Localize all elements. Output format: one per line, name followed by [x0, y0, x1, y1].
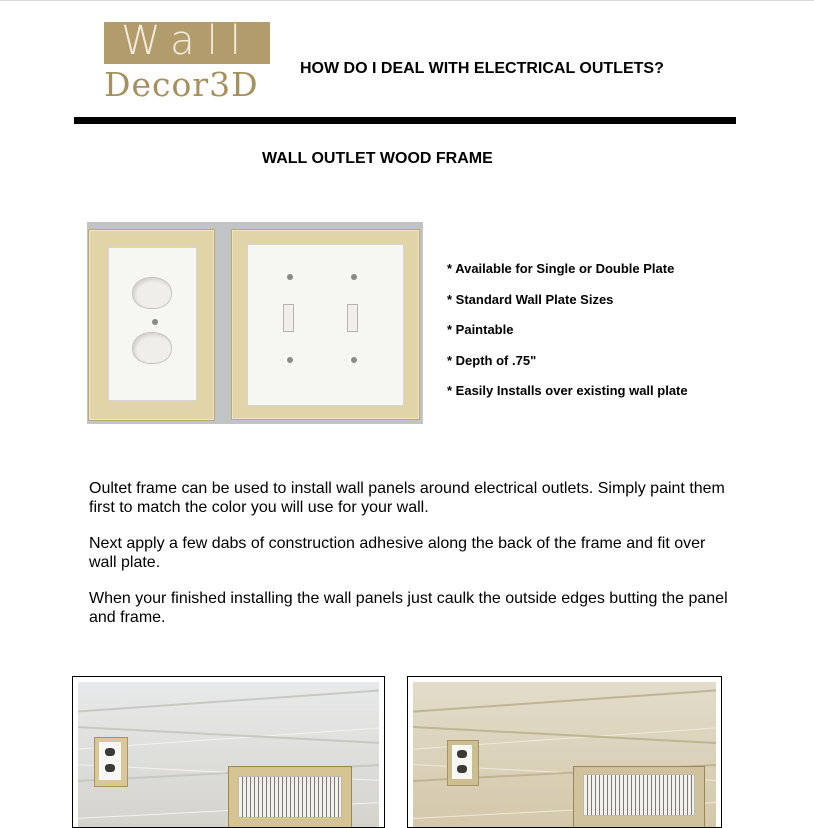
outlet-frames-photo — [87, 222, 423, 424]
double-wall-plate — [247, 244, 404, 406]
wall-decor-3d-logo — [104, 18, 274, 104]
vent-grille — [238, 776, 342, 818]
feature-list — [447, 261, 688, 414]
vent-grille — [583, 774, 695, 816]
toggle-switch-slot — [347, 304, 358, 332]
feature-item: * Easily Installs over existing wall plate — [447, 383, 688, 399]
header-divider — [74, 117, 736, 124]
instruction-paragraph: When your finished installing the wall panels just caulk the outside edges butting the panel and frame. — [89, 590, 728, 626]
installed-photo-painted — [407, 676, 722, 828]
plate-screw — [351, 274, 357, 280]
feature-item: * Available for Single or Double Plate — [447, 261, 675, 276]
installed-photo-unpainted — [72, 676, 385, 828]
plate-screw — [287, 357, 293, 363]
mini-outlet — [457, 765, 467, 773]
instruction-paragraph: Next apply a few dabs of construction adhesive along the back of the frame and fit over wall plate. — [89, 535, 706, 571]
mini-outlet — [105, 748, 115, 756]
instruction-paragraph: Oultet frame can be used to install wall panels around electrical outlets. Simply paint them first to match the color you will use for your wall. — [89, 480, 725, 516]
logo-line-wall: Wall — [121, 18, 253, 64]
feature-item: * Standard Wall Plate Sizes — [447, 291, 614, 307]
plate-screw — [287, 274, 293, 280]
toggle-switch-slot — [283, 304, 294, 332]
page-title: HOW DO I DEAL WITH ELECTRICAL OUTLETS? — [300, 60, 664, 77]
outlet-bottom — [132, 332, 172, 364]
mini-outlet — [105, 764, 115, 772]
top-border — [0, 0, 814, 1]
plate-screw — [351, 357, 357, 363]
mini-outlet — [457, 750, 467, 758]
feature-item: * Depth of .75" — [447, 352, 537, 368]
section-title: WALL OUTLET WOOD FRAME — [262, 150, 493, 167]
outlet-top — [132, 277, 172, 309]
plate-screw — [152, 319, 158, 325]
feature-item: * Paintable — [447, 322, 514, 338]
logo-line-decor3d: Decor3D — [104, 65, 259, 104]
